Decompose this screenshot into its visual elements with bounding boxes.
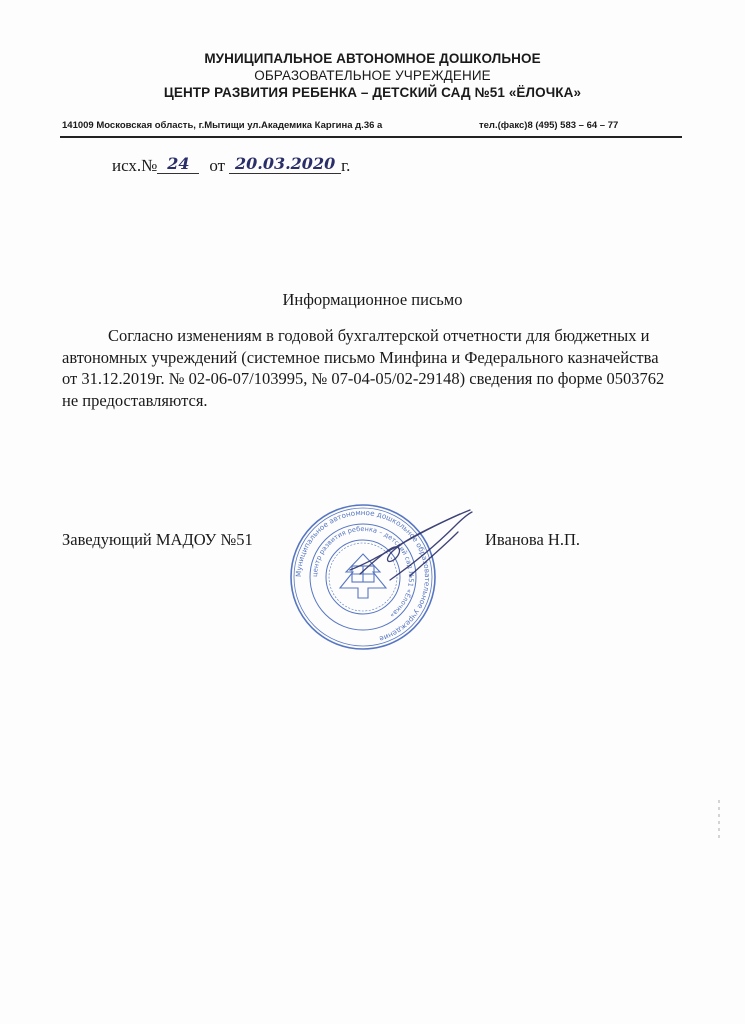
address-text: 141009 Московская область, г.Мытищи ул.Академика Каргина д.36 а bbox=[62, 120, 383, 131]
signatory-position: Заведующий МАДОУ №51 bbox=[62, 530, 253, 549]
outgoing-from-label: от bbox=[209, 156, 226, 175]
letter-body-line: Согласно изменениям в годовой бухгалтерской отчетности для бюджетных и bbox=[108, 326, 650, 345]
scan-margin-mark bbox=[718, 800, 720, 840]
outgoing-prefix: исх.№ bbox=[112, 156, 158, 175]
outgoing-number: 24 bbox=[157, 154, 199, 174]
stamp-outer-text: Муниципальное автономное дошкольное образовательное учреждение bbox=[293, 507, 433, 644]
contact-row bbox=[62, 120, 682, 131]
handwritten-signature bbox=[330, 500, 490, 590]
letter-body-line: автономных учреждений (системное письмо Минфина и Федерального казначейства bbox=[62, 347, 659, 367]
org-name-line-3: ЦЕНТР РАЗВИТИЯ РЕБЕНКА – ДЕТСКИЙ САД №51 «ЁЛОЧКА» bbox=[163, 85, 582, 100]
organization-header bbox=[0, 50, 745, 101]
org-name-line-2: ОБРАЗОВАТЕЛЬНОЕ УЧРЕЖДЕНИЕ bbox=[254, 68, 491, 83]
letter-body-line: от 31.12.2019г. № 02-06-07/103995, № 07-04-05/02-29148) сведения по форме 0503762 bbox=[62, 369, 665, 388]
stamp-inner-text: центр развития ребенка – детский сад №51 «Ёлочка» bbox=[310, 524, 416, 620]
letter-body bbox=[62, 325, 692, 411]
signatory-name: Иванова Н.П. bbox=[485, 530, 580, 549]
outgoing-reference bbox=[112, 156, 350, 176]
phone-text: тел.(факс)8 (495) 583 – 64 – 77 bbox=[479, 120, 619, 131]
org-name-line-1: МУНИЦИПАЛЬНОЕ АВТОНОМНОЕ ДОШКОЛЬНОЕ bbox=[204, 51, 541, 66]
letter-body-line: не предоставляются. bbox=[62, 390, 208, 410]
header-divider bbox=[60, 136, 682, 138]
letter-title: Информационное письмо bbox=[282, 290, 463, 309]
outgoing-date: 20.03.2020 bbox=[229, 154, 341, 174]
outgoing-year-suffix: г. bbox=[341, 156, 351, 175]
